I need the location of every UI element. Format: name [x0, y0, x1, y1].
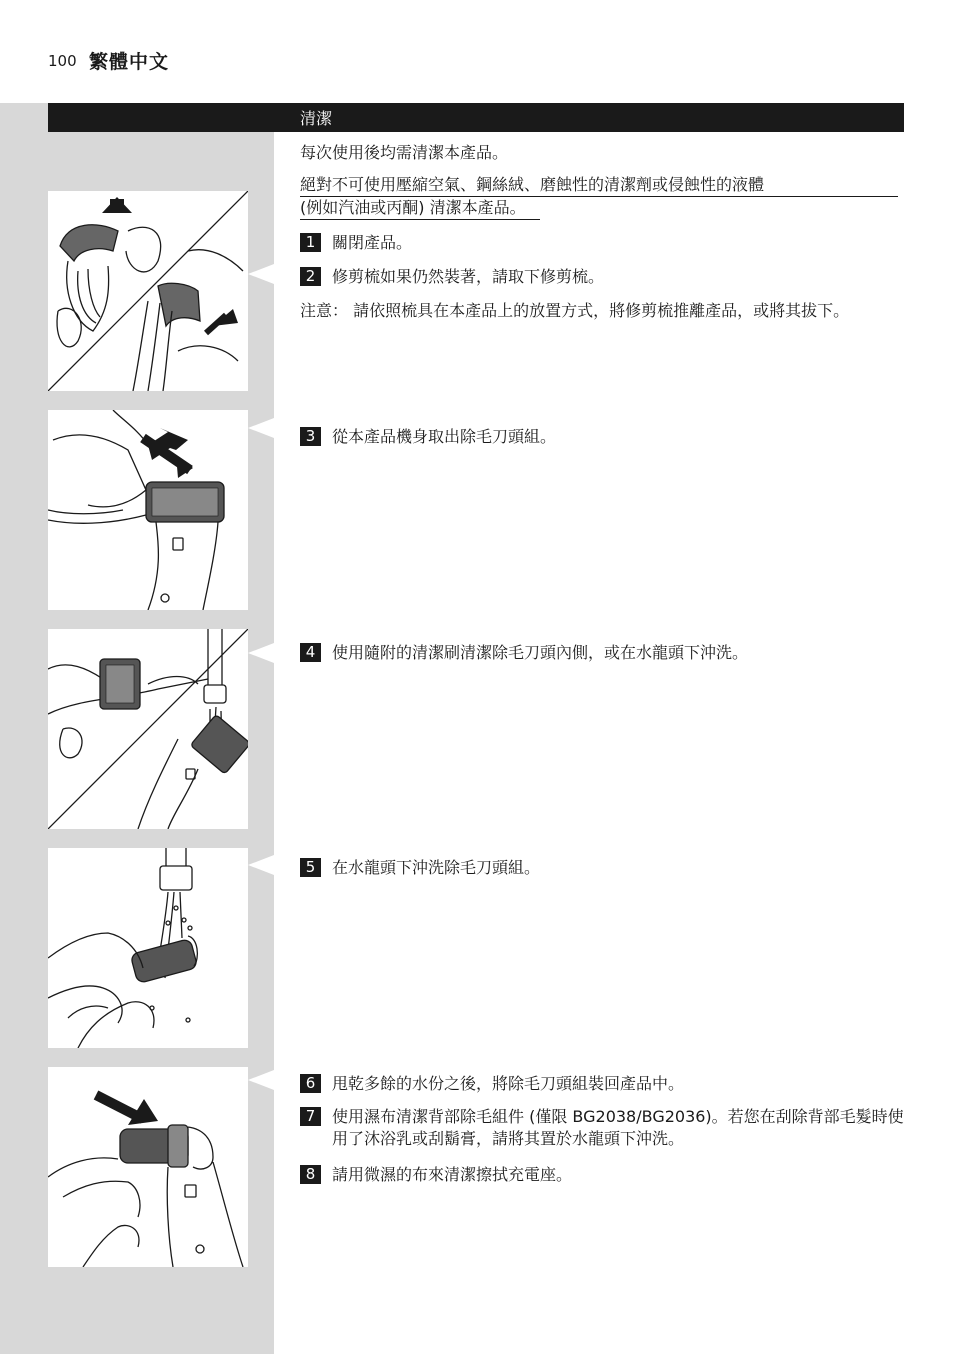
illustration-pointer — [248, 264, 274, 284]
step-number: 8 — [300, 1165, 321, 1184]
reattach-shaving-head-illustration — [48, 1067, 248, 1267]
illustration-pointer — [248, 1070, 274, 1090]
note-text: 注意： 請依照梳具在本產品上的放置方式，將修剪梳推離產品，或將其拔下。 — [300, 301, 850, 320]
step-text: 在水龍頭下沖洗除毛刀頭組。 — [332, 858, 541, 877]
step-1 — [300, 232, 904, 254]
brush-rinse-illustration — [48, 629, 248, 829]
step-2 — [300, 266, 904, 288]
section-header-bar — [48, 103, 904, 132]
step-text: 修剪梳如果仍然裝著，請取下修剪梳。 — [332, 267, 605, 286]
step-text: 甩乾多餘的水份之後，將除毛刀頭組裝回產品中。 — [332, 1074, 685, 1093]
step-number: 6 — [300, 1074, 321, 1093]
page-number: 100 — [48, 52, 77, 70]
step-5 — [300, 857, 904, 879]
step-number: 7 — [300, 1107, 321, 1126]
remove-comb-illustration — [48, 191, 248, 391]
section-title: 清潔 — [300, 109, 333, 128]
step-number: 3 — [300, 427, 321, 446]
step-number: 1 — [300, 233, 321, 252]
step-number: 2 — [300, 267, 321, 286]
step-number: 5 — [300, 858, 321, 877]
step-4 — [300, 642, 904, 664]
step-text: 使用隨附的清潔刷清潔除毛刀頭內側，或在水龍頭下沖洗。 — [332, 643, 749, 662]
step-text: 從本產品機身取出除毛刀頭組。 — [332, 427, 557, 446]
illustration-pointer — [248, 418, 274, 438]
step-3 — [300, 426, 904, 448]
step-number: 4 — [300, 643, 321, 662]
remove-shaving-head-illustration — [48, 410, 248, 610]
rinse-shaving-head-illustration — [48, 848, 248, 1048]
step-6 — [300, 1073, 904, 1095]
illustration-pointer — [248, 643, 274, 663]
step-text: 使用濕布清潔背部除毛組件 (僅限 BG2038/BG2036)。若您在刮除背部毛髮時使用了沐浴乳或刮鬍膏，請將其置於水龍頭下沖洗。 — [332, 1107, 904, 1148]
step-7 — [300, 1106, 904, 1150]
page-language: 繁體中文 — [89, 51, 170, 73]
illustration-pointer — [248, 855, 274, 875]
intro-text: 每次使用後均需清潔本產品。 — [300, 143, 509, 162]
step-8 — [300, 1164, 904, 1186]
step-text: 請用微濕的布來清潔擦拭充電座。 — [332, 1165, 573, 1184]
warning-line-2: (例如汽油或丙酮) 清潔本產品。 — [300, 197, 540, 220]
warning-line-1: 絕對不可使用壓縮空氣、鋼絲絨、磨蝕性的清潔劑或侵蝕性的液體 — [300, 174, 898, 197]
step-text: 關閉產品。 — [332, 233, 413, 252]
warning-text — [300, 174, 898, 220]
